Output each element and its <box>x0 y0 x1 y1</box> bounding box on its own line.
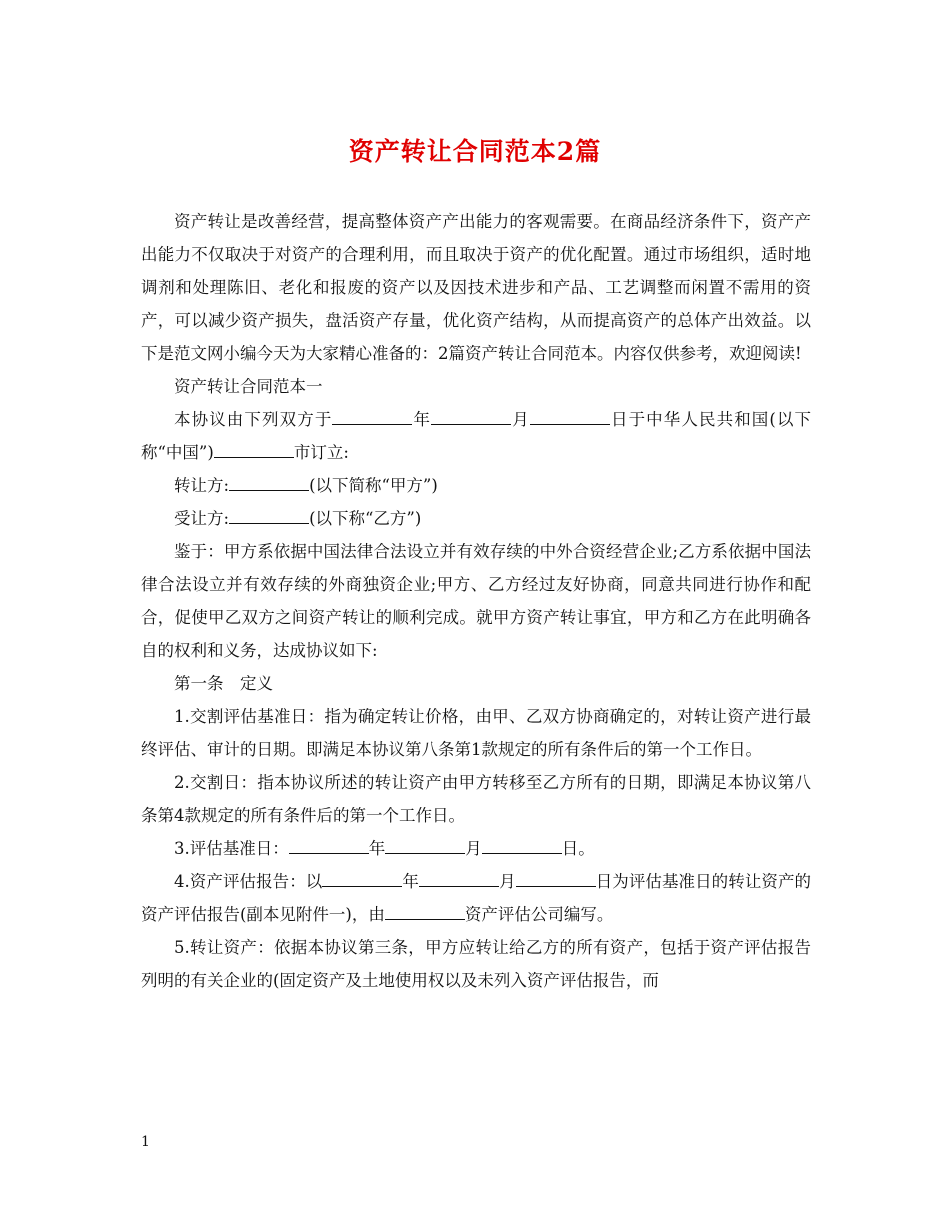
blank-field <box>385 901 465 920</box>
year-label: 年 <box>412 410 432 429</box>
day-label: 日。 <box>561 839 595 858</box>
blank-field <box>419 868 499 887</box>
blank-field <box>332 406 412 425</box>
day-country-label: 日于中华人民共和国(以下称“中国”) <box>141 410 812 462</box>
transferee-note: (以下称“乙方”) <box>309 509 422 528</box>
agreement-text-end: 市订立: <box>293 443 349 462</box>
blank-field <box>516 868 596 887</box>
blank-field <box>322 868 402 887</box>
month-label: 月 <box>465 839 482 858</box>
definition-item-4 <box>141 865 811 931</box>
agreement-text-start: 本协议由下列双方于 <box>174 410 333 429</box>
transferee-label: 受让方: <box>174 509 230 528</box>
definition-item-5: 5.转让资产：依据本协议第三条，甲方应转让给乙方的所有资产，包括于资产评估报告列明的有关企业的(固定资产及土地使用权以及未列入资产评估报告，而 <box>141 938 811 990</box>
month-label: 月 <box>499 872 516 891</box>
item4-label: 4.资产评估报告：以 <box>174 872 323 891</box>
intro-paragraph: 资产转让是改善经营，提高整体资产产出能力的客观需要。在商品经济条件下，资产产出能力不仅取决于对资产的合理利用，而且取决于资产的优化配置。通过市场组织，适时地调剂和处理陈旧、老化和报废的资产以及因技术进步和产品、工艺调整而闲置不需用的资产，可以减少资产损失，盘活资产存量，优化资产结构，从而提高资产的总体产出效益。以下是范文网小编今天为大家精心准备的：2篇资产转让合同范本。内容仅供参考，欢迎阅读! <box>141 212 811 363</box>
definition-item-3 <box>141 832 811 865</box>
contract-heading: 资产转让合同范本一 <box>174 377 323 396</box>
item4-company-text: 资产评估公司编写。 <box>464 905 614 924</box>
blank-field <box>530 406 610 425</box>
definition-item-2: 2.交割日：指本协议所述的转让资产由甲方转移至乙方所有的日期，即满足本协议第八条第4款规定的所有条件后的第一个工作日。 <box>141 773 811 825</box>
month-label: 月 <box>511 410 530 429</box>
item4-text: 日为评估基准日的转让资产的资产评估报告(副本见附件一)，由 <box>141 872 812 924</box>
blank-field <box>385 835 465 854</box>
transferor-label: 转让方: <box>174 476 230 495</box>
article-heading: 第一条 定义 <box>174 674 273 693</box>
year-label: 年 <box>402 872 419 891</box>
document-body <box>141 205 811 997</box>
blank-field <box>289 835 369 854</box>
whereas-paragraph: 鉴于：甲方系依据中国法律合法设立并有效存续的中外合资经营企业;乙方系依据中国法律合法设立并有效存续的外商独资企业;甲方、乙方经过友好协商，同意共同进行协作和配合，促使甲乙双方之间资产转让的顺利完成。就甲方资产转让事宜，甲方和乙方在此明确各自的权利和义务，达成协议如下: <box>141 542 811 660</box>
blank-field <box>229 472 309 491</box>
year-label: 年 <box>368 839 386 858</box>
agreement-paragraph <box>141 403 811 469</box>
blank-field <box>214 439 294 458</box>
definition-item-1: 1.交割评估基准日：指为确定转让价格，由甲、乙双方协商确定的，对转让资产进行最终评估、审计的日期。即满足本协议第八条第1款规定的所有条件后的第一个工作日。 <box>141 707 811 759</box>
document-title: 资产转让合同范本2篇 <box>348 137 602 166</box>
blank-field <box>229 505 309 524</box>
item3-label: 3.评估基准日： <box>174 839 289 858</box>
transferor-note: (以下简称“甲方”) <box>309 476 438 495</box>
transferor-line <box>141 469 811 502</box>
transferee-line <box>141 502 811 535</box>
page-number: 1 <box>141 1134 150 1150</box>
blank-field <box>431 406 511 425</box>
blank-field <box>482 835 562 854</box>
